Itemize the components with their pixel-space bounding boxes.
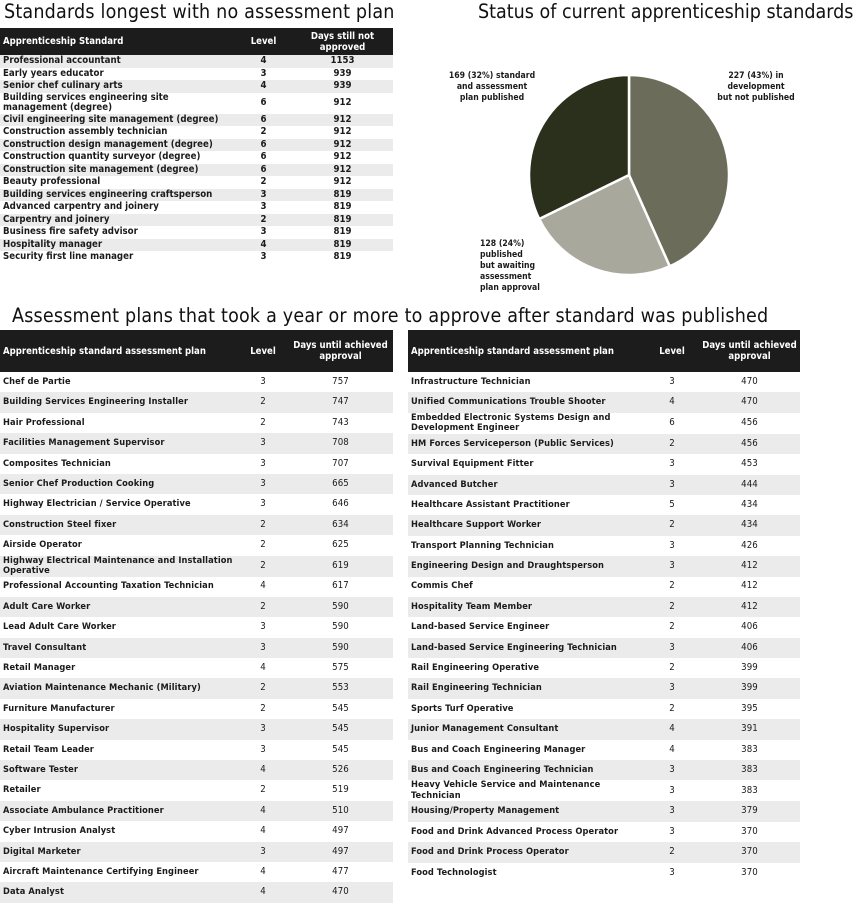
level-cell: 4 — [238, 760, 288, 780]
level-cell: 3 — [260, 457, 266, 469]
days-cell: 912 — [333, 176, 352, 187]
table-row — [0, 114, 393, 127]
days-cell: 434 — [741, 498, 758, 510]
table-row — [408, 372, 800, 392]
days-cell: 456 — [699, 434, 800, 454]
days-cell: 646 — [332, 498, 349, 510]
standard-name-cell: Highway Electrical Maintenance and Installation Operative — [0, 556, 238, 577]
no-plan-title: Standards longest with no assessment plan — [4, 0, 395, 23]
standard-name-cell: Advanced Butcher — [408, 475, 645, 495]
days-cell: 383 — [699, 760, 800, 780]
column-header: Apprenticeship standard assessment plan — [408, 330, 645, 372]
standard-name-cell: Composites Technician — [3, 457, 111, 469]
level-cell: 4 — [235, 239, 292, 252]
standard-name-cell: Civil engineering site management (degree) — [0, 114, 235, 127]
days-cell: 939 — [333, 67, 352, 79]
level-cell: 3 — [645, 475, 699, 495]
days-cell: 470 — [741, 375, 758, 387]
standard-name-cell: Hospitality manager — [0, 239, 235, 252]
table-row — [0, 433, 393, 453]
pie-slice-label: 227 (43%) in development but not published — [717, 71, 795, 103]
days-cell: 939 — [292, 80, 393, 93]
days-cell: 707 — [332, 457, 349, 469]
days-cell: 634 — [288, 515, 393, 535]
level-cell: 3 — [260, 621, 266, 633]
standard-name-cell: Rail Engineering Operative — [411, 662, 540, 674]
standard-name-cell: Housing/Property Management — [408, 801, 645, 821]
table-row — [0, 80, 393, 93]
days-cell: 370 — [741, 825, 758, 837]
table-row — [0, 239, 393, 252]
standard-name-cell: Senior Chef Production Cooking — [0, 474, 238, 494]
standard-name-cell: Business fire safety advisor — [3, 226, 138, 237]
days-cell: 444 — [699, 475, 800, 495]
days-cell: 665 — [288, 474, 393, 494]
standard-name-cell: Chef de Partie — [3, 375, 71, 387]
days-cell: 545 — [332, 743, 349, 755]
days-cell: 575 — [332, 662, 349, 674]
table-row — [408, 638, 800, 658]
days-cell: 743 — [332, 416, 349, 428]
table-row — [408, 536, 800, 556]
standard-name-cell: Airside Operator — [3, 539, 82, 551]
level-cell: 3 — [260, 375, 266, 387]
level-cell: 3 — [260, 743, 266, 755]
days-cell: 819 — [333, 226, 352, 237]
table-row — [0, 821, 393, 841]
table-row — [0, 882, 393, 902]
days-cell: 510 — [288, 801, 393, 821]
days-cell: 391 — [699, 719, 800, 739]
approval-table-left — [0, 330, 393, 903]
table-row — [0, 139, 393, 152]
level-cell: 2 — [669, 662, 675, 674]
standard-name-cell: Building Services Engineering Installer — [0, 392, 238, 412]
status-pie-chart — [420, 60, 800, 300]
level-cell: 3 — [669, 539, 675, 551]
standard-name-cell: Advanced carpentry and joinery — [3, 201, 159, 212]
table-row — [408, 740, 800, 760]
table-row — [0, 151, 393, 164]
level-cell: 3 — [260, 498, 266, 510]
standard-name-cell: Hair Professional — [3, 416, 85, 428]
standard-name-cell: Senior chef culinary arts — [0, 80, 235, 93]
column-header: Days until achieved approval — [699, 330, 800, 372]
standard-name-cell: Professional accountant — [0, 55, 235, 68]
table-row — [0, 597, 393, 617]
table-row — [0, 719, 393, 739]
days-cell: 470 — [288, 882, 393, 902]
table-header-row — [0, 330, 393, 372]
days-cell: 757 — [332, 375, 349, 387]
level-cell: 2 — [238, 678, 288, 698]
level-cell: 4 — [238, 801, 288, 821]
column-header: Days still not approved — [292, 28, 393, 55]
level-cell: 3 — [238, 842, 288, 862]
days-cell: 395 — [741, 702, 758, 714]
days-cell: 619 — [288, 556, 393, 577]
table-row — [0, 842, 393, 862]
days-cell: 819 — [292, 239, 393, 252]
days-cell: 912 — [292, 139, 393, 152]
column-header: Level — [238, 330, 288, 372]
table-row — [0, 189, 393, 202]
standard-name-cell: Aircraft Maintenance Certifying Engineer — [3, 865, 199, 877]
standard-name-cell: Lead Adult Care Worker — [3, 621, 116, 633]
days-cell: 453 — [741, 458, 758, 470]
level-cell: 3 — [238, 719, 288, 739]
table-row — [408, 434, 800, 454]
standard-name-cell: Land-based Service Engineering Technician — [408, 638, 645, 658]
pie-slice-label: 169 (32%) standard and assessment plan published — [448, 71, 536, 103]
standard-name-cell: Embedded Electronic Systems Design and Development Engineer — [411, 411, 611, 434]
table-row — [408, 863, 800, 883]
days-cell: 625 — [332, 539, 349, 551]
days-cell: 383 — [741, 784, 758, 796]
table-row — [408, 556, 800, 576]
level-cell: 4 — [260, 662, 266, 674]
days-cell: 912 — [333, 151, 352, 162]
table-row — [0, 556, 393, 577]
level-cell: 3 — [260, 251, 267, 262]
standard-name-cell: Sports Turf Operative — [411, 702, 514, 714]
days-cell: 379 — [699, 801, 800, 821]
column-header: Level — [235, 28, 292, 55]
days-cell: 590 — [288, 597, 393, 617]
column-header: Level — [645, 330, 699, 372]
standard-name-cell: Highway Electrician / Service Operative — [3, 498, 191, 510]
level-cell: 2 — [260, 126, 267, 137]
standard-name-cell: Software Tester — [0, 760, 238, 780]
table-row — [0, 201, 393, 214]
level-cell: 4 — [645, 719, 699, 739]
level-cell: 6 — [260, 96, 267, 108]
days-cell: 519 — [332, 784, 349, 796]
standard-name-cell: Associate Ambulance Practitioner — [0, 801, 238, 821]
days-cell: 470 — [699, 392, 800, 412]
table-row — [0, 577, 393, 597]
standard-name-cell: Travel Consultant — [0, 638, 238, 658]
level-cell: 4 — [238, 882, 288, 902]
days-cell: 912 — [333, 96, 352, 108]
days-cell: 497 — [288, 842, 393, 862]
level-cell: 3 — [235, 189, 292, 202]
standard-name-cell: HM Forces Serviceperson (Public Services) — [408, 434, 645, 454]
level-cell: 3 — [669, 375, 675, 387]
level-cell: 2 — [238, 556, 288, 577]
standard-name-cell: Food and Drink Advanced Process Operator — [411, 825, 619, 837]
table-row — [0, 251, 393, 264]
no-plan-table — [0, 28, 393, 264]
table-row — [0, 535, 393, 555]
level-cell: 4 — [645, 392, 699, 412]
table-row — [0, 474, 393, 494]
days-cell: 912 — [333, 126, 352, 137]
days-cell: 553 — [288, 678, 393, 698]
table-row — [0, 658, 393, 678]
pie-slice-label: 128 (24%) published but awaiting assessment plan approval — [480, 239, 540, 293]
level-cell: 4 — [260, 865, 266, 877]
table-row — [0, 760, 393, 780]
standard-name-cell: Unified Communications Trouble Shooter — [408, 392, 645, 412]
standard-name-cell: Early years educator — [3, 67, 104, 79]
level-cell: 2 — [238, 515, 288, 535]
days-cell: 819 — [292, 189, 393, 202]
level-cell: 2 — [669, 621, 675, 633]
days-cell: 1153 — [292, 55, 393, 68]
level-cell: 3 — [645, 678, 699, 698]
table-row — [0, 638, 393, 658]
table-row — [408, 678, 800, 698]
standard-name-cell: Adult Care Worker — [0, 597, 238, 617]
days-cell: 383 — [741, 743, 758, 755]
standard-name-cell: Hospitality Supervisor — [0, 719, 238, 739]
table-row — [408, 658, 800, 678]
standard-name-cell: Data Analyst — [0, 882, 238, 902]
standard-name-cell: Healthcare Support Worker — [408, 515, 645, 535]
approval-table-right — [408, 330, 800, 883]
table-row — [0, 780, 393, 800]
standard-name-cell: Rail Engineering Technician — [408, 678, 645, 698]
table-row — [0, 699, 393, 719]
standard-name-cell: Cyber Intrusion Analyst — [3, 825, 116, 837]
standard-name-cell: Heavy Vehicle Service and Maintenance Technician — [411, 779, 601, 801]
standard-name-cell: Furniture Manufacturer — [3, 702, 115, 714]
table-row — [0, 413, 393, 433]
level-cell: 2 — [645, 597, 699, 617]
table-row — [0, 68, 393, 81]
level-cell: 6 — [260, 151, 267, 162]
table-row — [0, 93, 393, 114]
standard-name-cell: Aviation Maintenance Mechanic (Military) — [0, 678, 238, 698]
table-row — [408, 719, 800, 739]
standard-name-cell: Healthcare Assistant Practitioner — [411, 498, 570, 510]
table-row — [0, 740, 393, 760]
level-cell: 3 — [645, 638, 699, 658]
days-cell: 412 — [699, 597, 800, 617]
level-cell: 3 — [669, 784, 675, 796]
level-cell: 3 — [260, 67, 267, 79]
standard-name-cell: Commis Chef — [411, 580, 473, 592]
standard-name-cell: Beauty professional — [3, 176, 101, 187]
table-row — [0, 515, 393, 535]
level-cell: 6 — [235, 139, 292, 152]
days-cell: 708 — [288, 433, 393, 453]
level-cell: 2 — [260, 784, 266, 796]
level-cell: 4 — [669, 743, 675, 755]
table-row — [0, 617, 393, 637]
days-cell: 426 — [741, 539, 758, 551]
days-cell: 819 — [333, 251, 352, 262]
level-cell: 2 — [669, 580, 675, 592]
level-cell: 3 — [260, 226, 267, 237]
standard-name-cell: Bus and Coach Engineering Manager — [411, 743, 586, 755]
standard-name-cell: Security first line manager — [3, 251, 134, 262]
table-row — [408, 699, 800, 719]
column-header: Apprenticeship standard assessment plan — [0, 330, 238, 372]
days-cell: 370 — [741, 866, 758, 878]
table-row — [408, 454, 800, 474]
level-cell: 3 — [669, 866, 675, 878]
table-row — [0, 176, 393, 189]
days-cell: 545 — [288, 719, 393, 739]
days-cell: 912 — [292, 114, 393, 127]
standard-name-cell: Survival Equipment Fitter — [411, 458, 534, 470]
standard-name-cell: Bus and Coach Engineering Technician — [408, 760, 645, 780]
level-cell: 3 — [645, 556, 699, 576]
days-cell: 434 — [699, 515, 800, 535]
table-row — [0, 164, 393, 177]
level-cell: 3 — [645, 801, 699, 821]
level-cell: 6 — [669, 417, 675, 429]
level-cell: 2 — [260, 539, 266, 551]
level-cell: 2 — [235, 214, 292, 227]
level-cell: 2 — [260, 416, 266, 428]
table-row — [0, 214, 393, 227]
level-cell: 2 — [260, 176, 267, 187]
standard-name-cell: Engineering Design and Draughtsperson — [408, 556, 645, 576]
standard-name-cell: Building services engineering site management (degree) — [3, 91, 169, 113]
table-row — [0, 226, 393, 239]
table-row — [408, 475, 800, 495]
table-row — [408, 577, 800, 597]
table-row — [0, 678, 393, 698]
table-row — [408, 822, 800, 842]
level-cell: 2 — [238, 392, 288, 412]
standard-name-cell: Food and Drink Process Operator — [408, 842, 645, 862]
days-cell: 545 — [332, 702, 349, 714]
standard-name-cell: Construction design management (degree) — [0, 139, 235, 152]
table-row — [408, 392, 800, 412]
level-cell: 4 — [235, 80, 292, 93]
days-cell: 399 — [699, 678, 800, 698]
table-row — [0, 392, 393, 412]
days-cell: 526 — [288, 760, 393, 780]
level-cell: 4 — [260, 825, 266, 837]
table-row — [0, 801, 393, 821]
standard-name-cell: Facilities Management Supervisor — [0, 433, 238, 453]
days-cell: 412 — [741, 580, 758, 592]
days-cell: 617 — [332, 580, 349, 592]
standard-name-cell: Carpentry and joinery — [0, 214, 235, 227]
days-cell: 819 — [333, 201, 352, 212]
days-cell: 590 — [332, 621, 349, 633]
days-cell: 497 — [332, 825, 349, 837]
level-cell: 3 — [669, 458, 675, 470]
level-cell: 3 — [669, 825, 675, 837]
table-row — [408, 842, 800, 862]
table-row — [0, 494, 393, 514]
days-cell: 819 — [292, 214, 393, 227]
standard-name-cell: Construction Steel fixer — [0, 515, 238, 535]
approval-title: Assessment plans that took a year or more to approve after standard was published — [12, 304, 769, 327]
level-cell: 2 — [645, 842, 699, 862]
table-row — [408, 760, 800, 780]
standard-name-cell: Retailer — [3, 784, 41, 796]
table-row — [408, 617, 800, 637]
level-cell: 3 — [238, 433, 288, 453]
days-cell: 477 — [332, 865, 349, 877]
standard-name-cell: Junior Management Consultant — [408, 719, 645, 739]
level-cell: 3 — [260, 201, 267, 212]
table-row — [0, 862, 393, 882]
standard-name-cell: Infrastructure Technician — [411, 375, 531, 387]
level-cell: 2 — [260, 702, 266, 714]
level-cell: 4 — [235, 55, 292, 68]
days-cell: 412 — [699, 556, 800, 576]
days-cell: 590 — [288, 638, 393, 658]
standard-name-cell: Transport Planning Technician — [411, 539, 554, 551]
level-cell: 4 — [260, 580, 266, 592]
standard-name-cell: Hospitality Team Member — [408, 597, 645, 617]
table-row — [408, 597, 800, 617]
table-row — [0, 55, 393, 68]
days-cell: 406 — [741, 621, 758, 633]
table-row — [0, 372, 393, 392]
standard-name-cell: Retail Manager — [3, 662, 76, 674]
standard-name-cell: Building services engineering craftsperson — [0, 189, 235, 202]
days-cell: 456 — [741, 417, 758, 429]
standard-name-cell: Retail Team Leader — [3, 743, 94, 755]
standard-name-cell: Construction site management (degree) — [0, 164, 235, 177]
standard-name-cell: Construction quantity surveyor (degree) — [3, 151, 201, 162]
table-row — [408, 413, 800, 434]
table-row — [408, 515, 800, 535]
days-cell: 370 — [699, 842, 800, 862]
days-cell: 912 — [292, 164, 393, 177]
standard-name-cell: Land-based Service Engineer — [411, 621, 550, 633]
standard-name-cell: Food Technologist — [411, 866, 497, 878]
level-cell: 3 — [238, 474, 288, 494]
level-cell: 6 — [235, 164, 292, 177]
level-cell: 2 — [238, 597, 288, 617]
table-row — [408, 801, 800, 821]
table-row — [0, 126, 393, 139]
table-header-row — [0, 28, 393, 55]
table-row — [408, 495, 800, 515]
days-cell: 747 — [288, 392, 393, 412]
days-cell: 399 — [741, 662, 758, 674]
table-row — [0, 454, 393, 474]
table-row — [408, 780, 800, 801]
level-cell: 2 — [645, 515, 699, 535]
level-cell: 3 — [238, 638, 288, 658]
standard-name-cell: Digital Marketer — [0, 842, 238, 862]
column-header: Apprenticeship Standard — [0, 28, 235, 55]
status-title: Status of current apprenticeship standards — [478, 0, 853, 23]
column-header: Days until achieved approval — [288, 330, 393, 372]
level-cell: 3 — [645, 760, 699, 780]
standard-name-cell: Construction assembly technician — [3, 126, 168, 137]
table-header-row — [408, 330, 800, 372]
level-cell: 2 — [645, 434, 699, 454]
level-cell: 5 — [669, 498, 675, 510]
days-cell: 406 — [699, 638, 800, 658]
level-cell: 6 — [235, 114, 292, 127]
level-cell: 2 — [669, 702, 675, 714]
standard-name-cell: Professional Accounting Taxation Technician — [3, 580, 214, 592]
